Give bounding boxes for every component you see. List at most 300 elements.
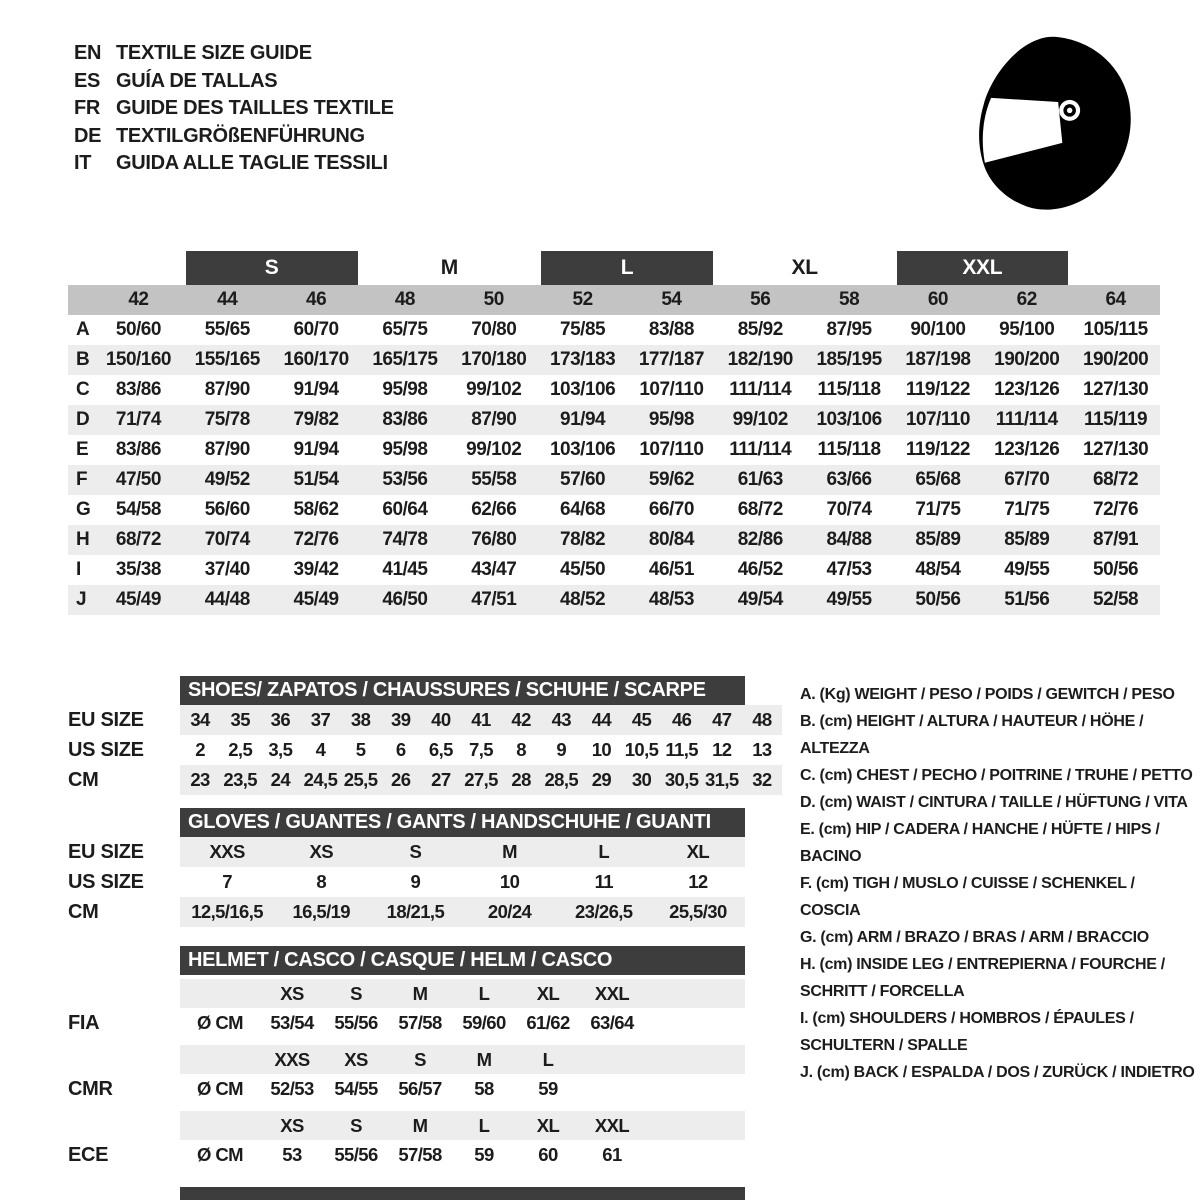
size-cell: 76/80 <box>471 529 517 550</box>
size-cell: 39/42 <box>293 559 339 580</box>
size-cell: 41/45 <box>382 559 428 580</box>
value-cell: 7,5 <box>469 739 493 760</box>
size-cell: 187/198 <box>905 349 971 370</box>
value-cell: 42 <box>511 709 531 730</box>
size-cell: 107/110 <box>639 439 704 460</box>
legend-item: G. (cm) ARM / BRAZO / BRAS / ARM / BRACCIO <box>800 929 1149 946</box>
size-cell: 103/106 <box>816 409 882 430</box>
size-cell: 47/51 <box>471 589 517 610</box>
size-cell: 83/88 <box>648 319 694 340</box>
size-cell: 95/98 <box>648 409 694 430</box>
value-cell: 39 <box>391 709 411 730</box>
size-column-header: 60 <box>927 289 948 310</box>
size-table-row <box>68 585 1160 615</box>
helmet-size-label: S <box>350 982 362 1004</box>
size-cell: 53/56 <box>382 469 428 490</box>
row-label: A <box>76 319 90 340</box>
size-table-row <box>68 315 1160 345</box>
measure-row <box>68 837 784 867</box>
size-cell: 83/86 <box>382 409 428 430</box>
value-cell: 8 <box>516 739 526 760</box>
size-cell: 46/52 <box>737 559 783 580</box>
value-cell: 54/55 <box>334 1078 378 1099</box>
measure-row <box>68 765 784 795</box>
helmet-size-label: L <box>478 1114 490 1136</box>
legend-item: I. (cm) SHOULDERS / HOMBROS / ÉPAULES / SCHULTERN / SPALLE <box>800 1010 1134 1054</box>
measure-row <box>68 705 784 735</box>
size-cell: 111/114 <box>729 379 792 400</box>
row-label: H <box>76 529 90 550</box>
size-cell: 170/180 <box>461 349 527 370</box>
value-cell: 9 <box>556 739 567 760</box>
size-table-row <box>68 555 1160 585</box>
row-label: J <box>76 589 87 610</box>
size-column-header: 50 <box>483 289 504 310</box>
size-cell: 57/60 <box>560 469 606 490</box>
size-column-header: 64 <box>1105 289 1126 310</box>
helmet-data-row <box>68 1140 784 1170</box>
size-cell: 85/89 <box>1004 529 1050 550</box>
size-cell: 115/119 <box>1084 409 1148 430</box>
row-label: I <box>76 559 82 580</box>
size-cell: 123/126 <box>994 439 1060 460</box>
helmet-size-headers <box>180 979 745 1008</box>
size-cell: 105/115 <box>1083 319 1148 340</box>
helmet-size-label: XS <box>344 1048 368 1070</box>
size-cell: 72/76 <box>293 529 339 550</box>
size-cell: 87/91 <box>1093 529 1139 550</box>
gloves-section <box>68 808 784 927</box>
size-cell: 49/55 <box>1004 559 1050 580</box>
value-cell: 63/64 <box>590 1012 634 1033</box>
helmet-size-headers <box>180 1045 745 1074</box>
size-cell: 111/114 <box>729 439 792 460</box>
language-code: EN <box>74 42 102 64</box>
helmet-icon <box>975 35 1135 213</box>
value-cell: 61 <box>602 1144 622 1165</box>
helmet-data-values <box>180 1140 745 1170</box>
size-cell: 51/54 <box>293 469 339 490</box>
value-cell: 45 <box>631 709 652 730</box>
size-cell: 43/47 <box>471 559 517 580</box>
value-cell: 2 <box>195 739 205 760</box>
legend-item: E. (cm) HIP / CADERA / HANCHE / HÜFTE / HIPS / BACINO <box>800 821 1160 865</box>
size-cell: 50/56 <box>915 589 961 610</box>
size-cell: 65/75 <box>382 319 428 340</box>
language-code: ES <box>74 69 101 92</box>
value-cell: 59 <box>474 1144 494 1165</box>
helmet-data-values <box>180 1008 745 1038</box>
language-row <box>74 40 394 68</box>
measure-row-values <box>180 867 745 897</box>
helmet-size-label: XXL <box>594 1114 630 1136</box>
shoes-table-body <box>68 705 784 795</box>
helmet-size-label: M <box>412 982 428 1004</box>
helmet-size-label: XS <box>280 1114 304 1136</box>
size-cell: 182/190 <box>727 349 793 370</box>
helmet-section-title: HELMET / CASCO / CASQUE / HELM / CASCO <box>180 946 745 975</box>
legend-item: A. (Kg) WEIGHT / PESO / POIDS / GEWITCH / PESO <box>800 686 1175 703</box>
value-cell: 29 <box>591 769 612 790</box>
measure-row <box>68 867 784 897</box>
value-cell: 53/54 <box>270 1012 314 1033</box>
legend-item: C. (cm) CHEST / PECHO / POITRINE / TRUHE / PETTO <box>800 767 1193 784</box>
size-cell: 78/82 <box>560 529 606 550</box>
value-cell: 8 <box>316 871 327 892</box>
size-cell: 95/98 <box>382 379 428 400</box>
value-cell: XS <box>309 841 333 862</box>
row-label: G <box>76 499 91 520</box>
helmet-size-header-row <box>68 1045 784 1074</box>
value-cell: 40 <box>431 709 451 730</box>
size-cell: 45/49 <box>115 589 161 610</box>
language-code: IT <box>74 152 92 174</box>
size-column-header: 54 <box>661 289 682 310</box>
size-cell: 83/86 <box>115 379 161 400</box>
size-cell: 70/80 <box>471 319 517 340</box>
language-row <box>74 123 394 151</box>
size-cell: 48/52 <box>560 589 606 610</box>
size-column-header: 48 <box>394 289 415 310</box>
value-cell: 38 <box>350 709 371 730</box>
size-cell: 59/62 <box>648 469 694 490</box>
measure-row-values <box>180 705 782 735</box>
row-label: B <box>76 349 90 370</box>
value-cell: 9 <box>410 871 421 892</box>
value-cell: 23,5 <box>223 769 257 790</box>
language-code: FR <box>74 97 101 119</box>
legend-item: D. (cm) WAIST / CINTURA / TAILLE / HÜFTUNG / VITA <box>800 794 1188 811</box>
textile-size-table <box>68 251 1160 615</box>
size-cell: 87/90 <box>471 409 517 430</box>
size-cell: 66/70 <box>648 499 694 520</box>
size-cell: 49/54 <box>737 589 783 610</box>
language-title-list <box>74 40 394 178</box>
size-table-row <box>68 345 1160 375</box>
size-cell: 70/74 <box>204 529 250 550</box>
helmet-header-spacer <box>68 1111 180 1140</box>
size-cell: 127/130 <box>1082 379 1149 400</box>
size-cell: 37/40 <box>204 559 250 580</box>
value-cell: 60 <box>538 1144 558 1165</box>
size-cell: 95/100 <box>999 319 1055 340</box>
size-cell: 47/50 <box>115 469 161 490</box>
value-cell: 3,5 <box>268 739 293 760</box>
helmet-size-label: S <box>414 1048 426 1070</box>
cutoff-section-bar <box>180 1187 745 1200</box>
size-column-header: 56 <box>750 289 771 310</box>
gloves-table-body <box>68 837 784 927</box>
value-cell: 23/26,5 <box>574 901 633 922</box>
helmet-size-headers <box>180 1111 745 1140</box>
size-cell: 160/170 <box>283 349 349 370</box>
helmet-size-label: XL <box>536 1114 560 1136</box>
language-title: GUIDE DES TAILLES TEXTILE <box>116 97 394 119</box>
helmet-table-body <box>68 979 784 1170</box>
value-cell: 52/53 <box>270 1078 314 1099</box>
size-cell: 60/64 <box>382 499 428 520</box>
helmet-size-header-row <box>68 979 784 1008</box>
size-cell: 173/183 <box>549 349 616 370</box>
value-cell: 10,5 <box>624 739 659 760</box>
size-table-row <box>68 405 1160 435</box>
size-cell: 82/86 <box>737 529 783 550</box>
size-number-row <box>68 285 1160 315</box>
value-cell: 6,5 <box>428 739 453 760</box>
legend-item: J. (cm) BACK / ESPALDA / DOS / ZURÜCK / INDIETRO <box>800 1064 1195 1081</box>
size-cell: 185/195 <box>816 349 882 370</box>
size-cell: 58/62 <box>293 499 339 520</box>
value-cell: 56/57 <box>398 1078 442 1099</box>
measure-row-label: US SIZE <box>68 738 144 761</box>
measure-row-values <box>180 897 745 927</box>
size-cell: 91/94 <box>560 409 606 430</box>
value-cell: 6 <box>395 739 406 760</box>
value-cell: 13 <box>752 739 772 760</box>
size-cell: 127/130 <box>1082 439 1149 460</box>
size-cell: 45/49 <box>293 589 339 610</box>
size-cell: 80/84 <box>648 529 694 550</box>
value-cell: 30 <box>631 769 652 790</box>
size-cell: 99/102 <box>466 439 522 460</box>
value-cell: 23 <box>190 769 210 790</box>
language-title: TEXTILE SIZE GUIDE <box>116 42 312 64</box>
size-column-header: 58 <box>839 289 860 310</box>
size-cell: 71/74 <box>115 409 161 430</box>
certification-label: CMR <box>68 1077 113 1100</box>
value-cell: 27,5 <box>464 769 498 790</box>
value-cell: 37 <box>310 709 331 730</box>
value-cell: 11,5 <box>665 739 698 760</box>
value-cell: 35 <box>230 709 250 730</box>
size-cell: 99/102 <box>466 379 522 400</box>
size-cell: 87/95 <box>826 319 872 340</box>
row-label: E <box>76 439 89 460</box>
value-cell: 30,5 <box>664 769 699 790</box>
size-cell: 103/106 <box>549 379 616 400</box>
size-column-header: 46 <box>306 289 327 310</box>
helmet-size-label: XXS <box>274 1048 310 1070</box>
size-cell: 46/50 <box>382 589 428 610</box>
size-cell: 79/82 <box>293 409 339 430</box>
size-cell: 85/92 <box>737 319 783 340</box>
size-group-l: L <box>541 251 713 285</box>
value-cell: 46 <box>671 709 692 730</box>
size-cell: 91/94 <box>293 379 339 400</box>
size-cell: 64/68 <box>560 499 606 520</box>
size-cell: 60/70 <box>293 319 339 340</box>
language-title: TEXTILGRÖßENFÜHRUNG <box>116 124 365 147</box>
size-table-row <box>68 495 1160 525</box>
size-cell: 119/122 <box>905 379 970 400</box>
value-cell: 55/56 <box>334 1012 378 1033</box>
value-cell: 25,5/30 <box>669 901 727 922</box>
size-cell: 49/52 <box>204 469 250 490</box>
row-label: C <box>76 379 90 400</box>
size-column-header: 62 <box>1016 289 1037 310</box>
measure-row-label: EU SIZE <box>68 840 144 863</box>
size-cell: 74/78 <box>382 529 428 550</box>
size-cell: 190/200 <box>994 349 1060 370</box>
language-code: DE <box>74 124 102 147</box>
measure-row <box>68 735 784 765</box>
size-cell: 56/60 <box>204 499 250 520</box>
helmet-size-label: M <box>412 1114 428 1136</box>
size-cell: 107/110 <box>639 379 704 400</box>
size-cell: 87/90 <box>204 379 250 400</box>
helmet-size-label: XXL <box>594 982 630 1004</box>
size-table-row <box>68 375 1160 405</box>
helmet-size-label: M <box>476 1048 492 1070</box>
diameter-unit-label: Ø CM <box>197 1144 243 1165</box>
value-cell: 48 <box>752 709 772 730</box>
size-cell: 72/76 <box>1093 499 1139 520</box>
measure-row-label: US SIZE <box>68 870 144 893</box>
helmet-size-label: L <box>542 1048 554 1070</box>
measure-row <box>68 897 784 927</box>
value-cell: 43 <box>551 709 571 730</box>
size-cell: 155/165 <box>194 349 260 370</box>
helmet-size-label: S <box>350 1114 362 1136</box>
language-title: GUIDA ALLE TAGLIE TESSILI <box>116 152 388 174</box>
value-cell: 25,5 <box>343 769 378 790</box>
value-cell: L <box>598 841 610 862</box>
size-cell: 63/66 <box>826 469 872 490</box>
helmet-header-spacer <box>68 979 180 1008</box>
size-cell: 190/200 <box>1082 349 1149 370</box>
size-table-body <box>68 315 1160 615</box>
size-cell: 47/53 <box>826 559 872 580</box>
size-group-xl: XL <box>791 256 818 279</box>
size-cell: 49/55 <box>826 589 872 610</box>
size-cell: 52/58 <box>1093 589 1139 610</box>
size-column-header: 52 <box>572 289 593 310</box>
value-cell: 58 <box>474 1078 494 1099</box>
value-cell: 28,5 <box>544 769 579 790</box>
measure-row-label: EU SIZE <box>68 708 144 731</box>
value-cell: XL <box>686 841 710 862</box>
shoes-section <box>68 676 784 795</box>
size-cell: 71/75 <box>915 499 961 520</box>
size-cell: 48/53 <box>648 589 694 610</box>
size-cell: 68/72 <box>1093 469 1139 490</box>
measure-row-label: CM <box>68 768 99 791</box>
size-cell: 107/110 <box>905 409 970 430</box>
value-cell: 24 <box>270 769 291 790</box>
gloves-section-title: GLOVES / GUANTES / GANTS / HANDSCHUHE / GUANTI <box>180 808 745 837</box>
value-cell: 41 <box>471 709 491 730</box>
size-group-row <box>68 251 1160 285</box>
size-table-row <box>68 465 1160 495</box>
size-cell: 48/54 <box>915 559 961 580</box>
helmet-size-label: XS <box>280 982 304 1004</box>
value-cell: 59/60 <box>462 1012 506 1033</box>
size-cell: 45/50 <box>560 559 606 580</box>
value-cell: 55/56 <box>334 1144 378 1165</box>
size-cell: 51/56 <box>1004 589 1050 610</box>
value-cell: 12 <box>712 739 732 760</box>
value-cell: 59 <box>538 1078 558 1099</box>
size-cell: 91/94 <box>293 439 339 460</box>
measure-row-label: CM <box>68 900 99 923</box>
value-cell: 12,5/16,5 <box>191 901 263 922</box>
size-cell: 90/100 <box>910 319 966 340</box>
measure-row-values <box>180 765 782 795</box>
size-cell: 123/126 <box>994 379 1060 400</box>
value-cell: M <box>502 841 517 862</box>
size-cell: 68/72 <box>737 499 783 520</box>
value-cell: 18/21,5 <box>386 901 445 922</box>
language-title: GUÍA DE TALLAS <box>116 69 278 92</box>
size-column-header: 44 <box>217 289 238 310</box>
legend-item: B. (cm) HEIGHT / ALTURA / HAUTEUR / HÖHE / ALTEZZA <box>800 713 1144 757</box>
measure-row-values <box>180 837 745 867</box>
size-cell: 62/66 <box>471 499 517 520</box>
value-cell: 36 <box>270 709 291 730</box>
certification-label: FIA <box>68 1011 100 1034</box>
size-cell: 54/58 <box>115 499 161 520</box>
size-cell: 85/89 <box>915 529 961 550</box>
value-cell: 28 <box>511 769 531 790</box>
value-cell: 4 <box>315 739 326 760</box>
size-cell: 119/122 <box>905 439 970 460</box>
size-cell: 61/63 <box>737 469 783 490</box>
value-cell: XXS <box>209 841 245 862</box>
row-label: F <box>76 469 88 490</box>
value-cell: 27 <box>431 769 451 790</box>
measurement-legend <box>800 681 1198 1086</box>
size-cell: 84/88 <box>826 529 872 550</box>
size-cell: 46/51 <box>648 559 694 580</box>
size-group-m: M <box>440 256 458 279</box>
value-cell: 5 <box>355 739 366 760</box>
measure-row-values <box>180 735 782 765</box>
size-cell: 165/175 <box>372 349 438 370</box>
helmet-data-row <box>68 1074 784 1104</box>
size-cell: 115/118 <box>817 439 881 460</box>
diameter-unit-label: Ø CM <box>197 1012 243 1033</box>
language-row <box>74 68 394 96</box>
language-row <box>74 95 394 123</box>
row-label: D <box>76 409 90 430</box>
size-cell: 103/106 <box>549 439 616 460</box>
value-cell: 10 <box>499 871 520 892</box>
value-cell: 32 <box>752 769 772 790</box>
size-cell: 71/75 <box>1004 499 1050 520</box>
size-cell: 67/70 <box>1004 469 1050 490</box>
value-cell: 10 <box>591 739 612 760</box>
value-cell: 44 <box>591 709 612 730</box>
legend-item: H. (cm) INSIDE LEG / ENTREPIERNA / FOURCHE / SCHRITT / FORCELLA <box>800 956 1165 1000</box>
value-cell: 20/24 <box>487 901 532 922</box>
value-cell: 2,5 <box>228 739 253 760</box>
value-cell: 57/58 <box>398 1144 442 1165</box>
value-cell: 12 <box>688 871 708 892</box>
value-cell: 11 <box>594 871 613 892</box>
helmet-data-row <box>68 1008 784 1038</box>
size-cell: 115/118 <box>817 379 881 400</box>
helmet-data-values <box>180 1074 745 1104</box>
value-cell: 61/62 <box>526 1012 570 1033</box>
value-cell: 57/58 <box>398 1012 442 1033</box>
size-table-row <box>68 525 1160 555</box>
certification-label: ECE <box>68 1143 109 1166</box>
value-cell: 47 <box>712 709 732 730</box>
size-cell: 50/56 <box>1093 559 1139 580</box>
size-cell: 87/90 <box>204 439 250 460</box>
size-cell: 65/68 <box>915 469 961 490</box>
value-cell: 34 <box>190 709 210 730</box>
